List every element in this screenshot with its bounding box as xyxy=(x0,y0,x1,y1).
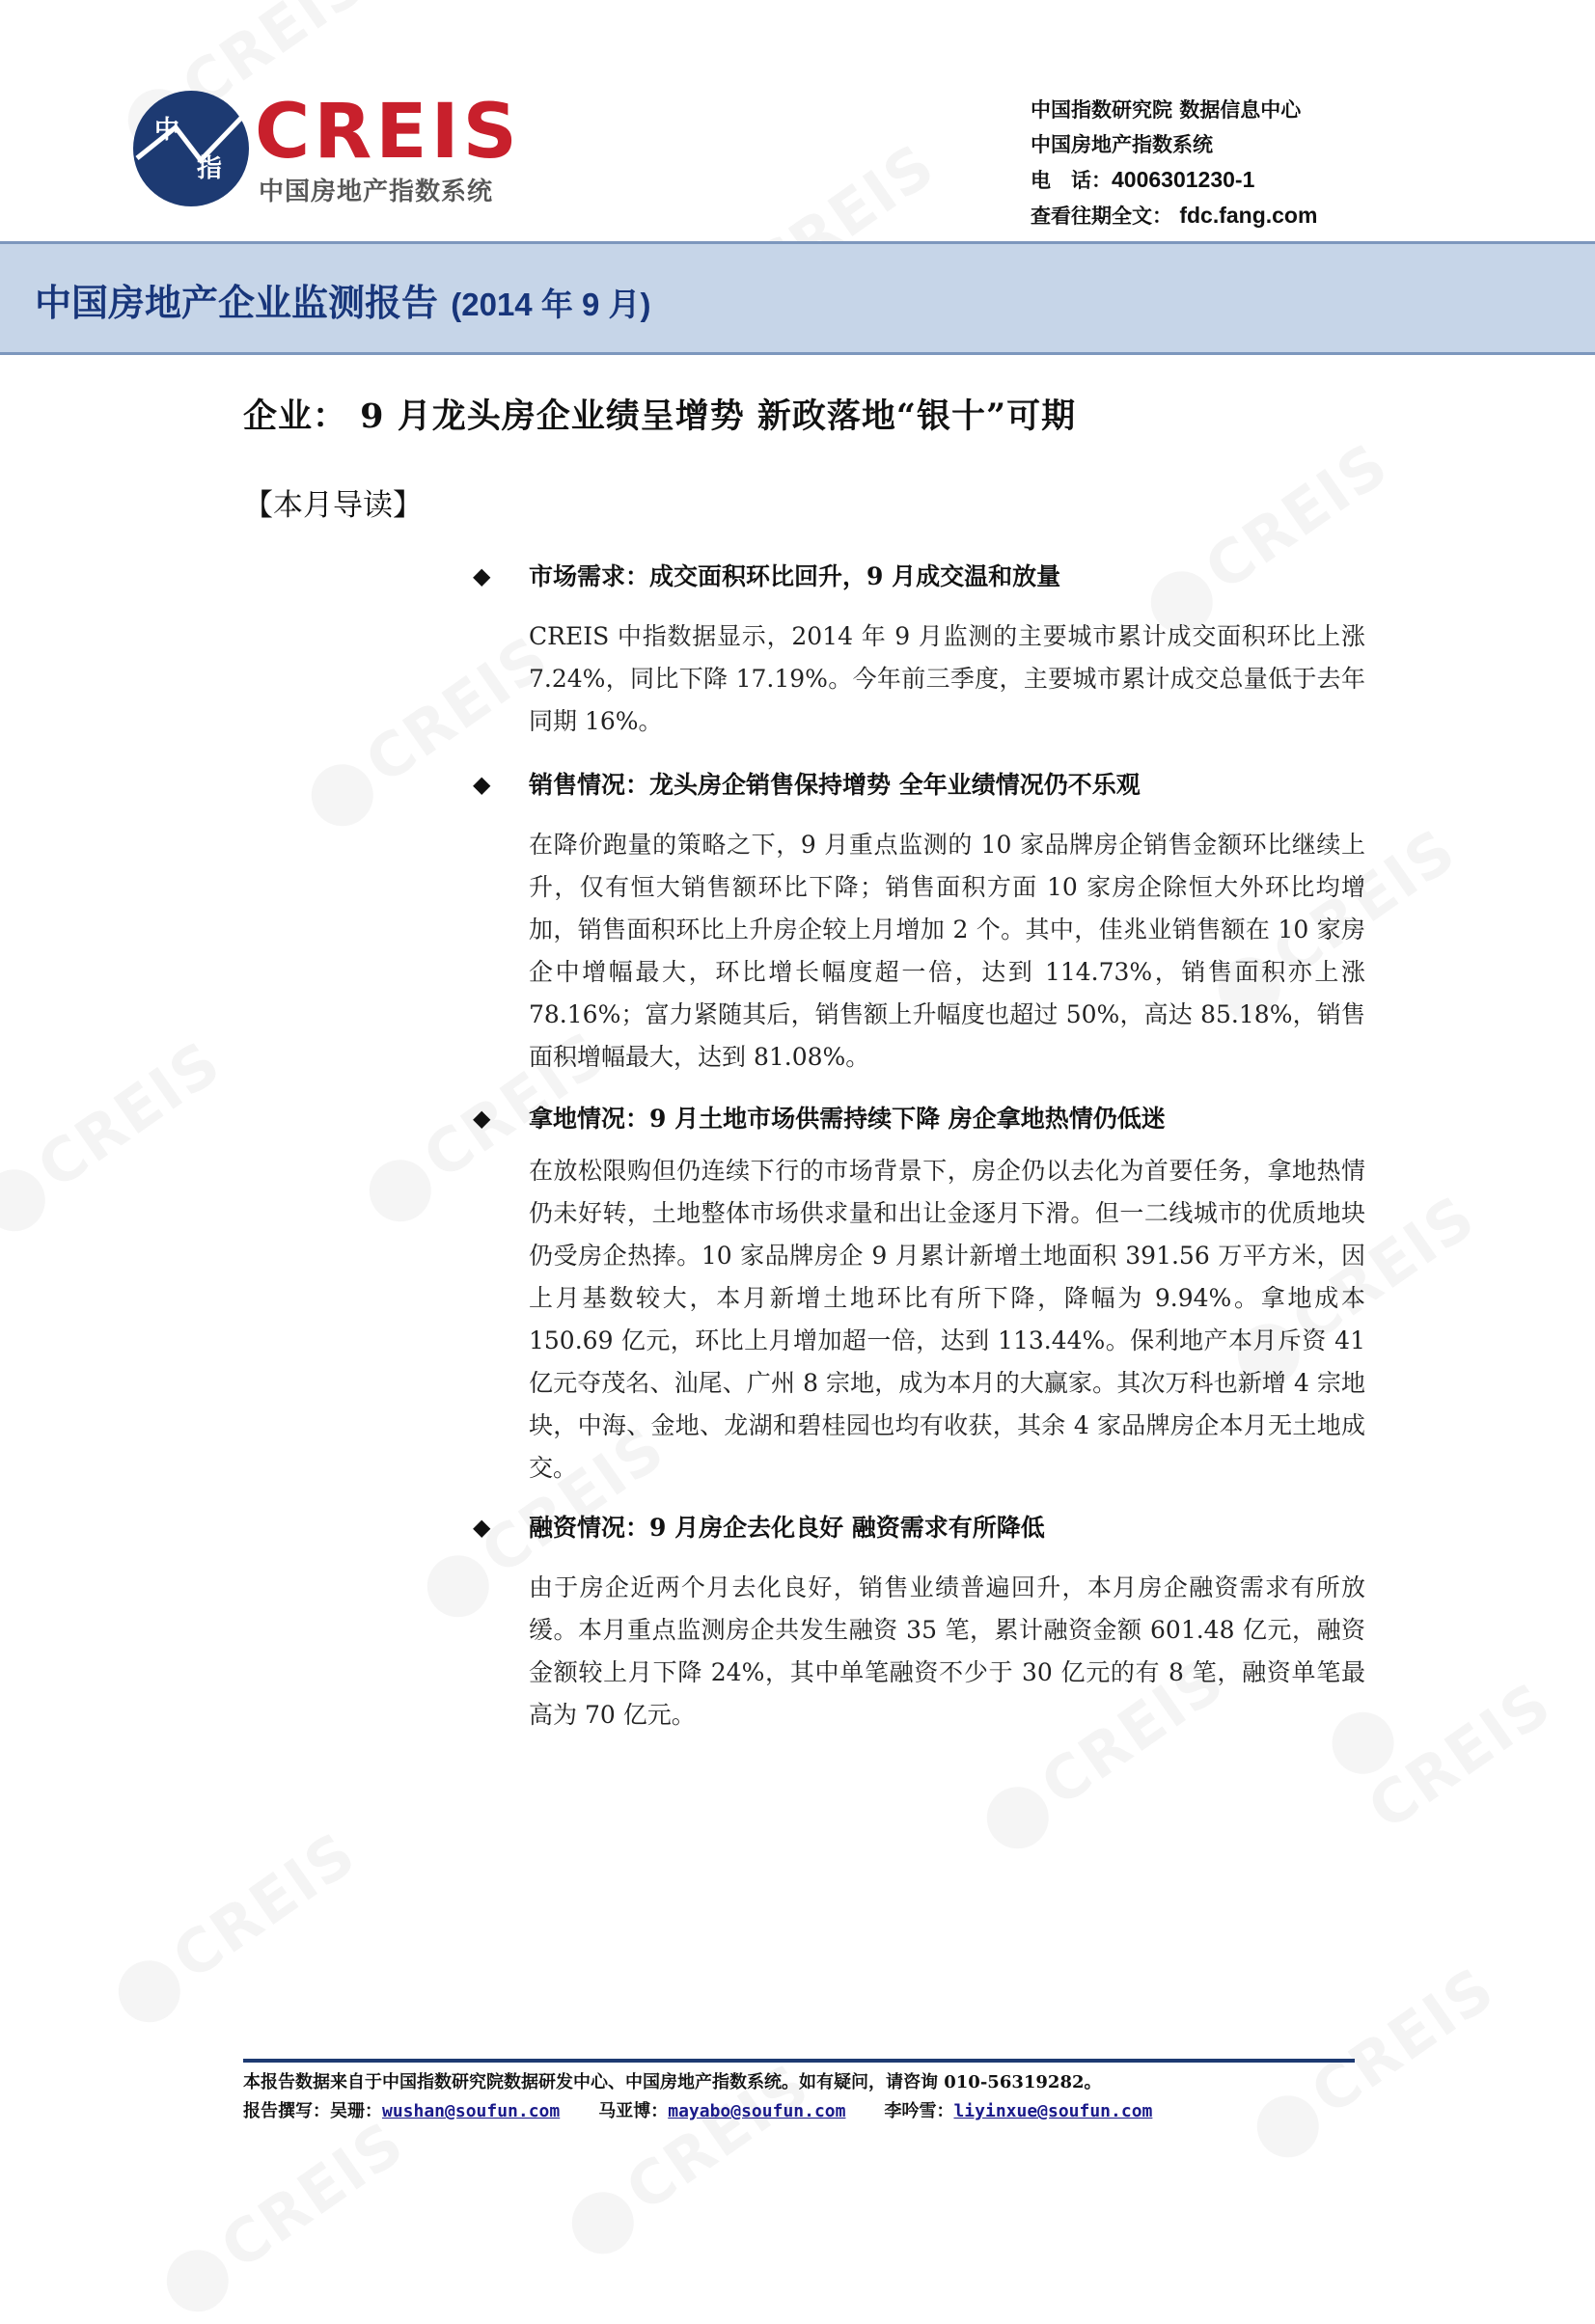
logo-subtitle: 中国房地产指数系统 xyxy=(259,178,494,206)
section-heading xyxy=(473,556,1365,594)
section-body: CREIS 中指数据显示，2014 年 9 月监测的主要城市累计成交面积环比上涨 7.24%，同比下降 17.19%。今年前三季度，主要城市累计成交总量低于去年同期 16%。 xyxy=(529,622,1365,735)
authors-label: 报告撰写： xyxy=(243,2101,330,2121)
logo-mark-char: 中 xyxy=(154,116,180,145)
phone-label: 电 话： xyxy=(1031,168,1112,192)
author-email-link[interactable]: wushan@soufun.com xyxy=(382,2101,561,2121)
archive-label: 查看往期全文： xyxy=(1031,204,1172,228)
section-title: 融资情况：9 月房企去化良好 融资需求有所降低 xyxy=(529,1514,1045,1542)
report-title xyxy=(35,273,651,326)
creis-logo xyxy=(133,91,538,212)
section-body: 由于房企近两个月去化良好，销售业绩普遍回升，本月房企融资需求有所放缓。本月重点监测房企共发生融资 35 笔，累计融资金额 601.48 亿元，融资金额较上月下降 24%，其中单笔融资不少于 30 亿元的有 8 笔，融资单笔最高为 70 亿元。 xyxy=(529,1573,1365,1729)
section-title: 拿地情况：9 月土地市场供需持续下降 房企拿地热情仍低迷 xyxy=(529,1105,1166,1133)
diamond-bullet-icon: ◆ xyxy=(473,1103,491,1132)
section-title: 销售情况：龙头房企销售保持增势 全年业绩情况仍不乐观 xyxy=(529,771,1141,799)
section-sales xyxy=(473,764,1365,1079)
author-email-link[interactable]: liyinxue@soufun.com xyxy=(953,2101,1153,2121)
contact-block xyxy=(1031,93,1317,233)
watermark xyxy=(150,2107,417,2324)
section-body: 在降价跑量的策略之下，9 月重点监测的 10 家品牌房企销售金额环比继续上升，仅有恒大销售额环比下降；销售面积方面 10 家房企除恒大外环比均增加，销售面积环比上升房企较上月增加 2 个。其中，佳兆业销售额在 10 家房企中增幅最大，环比增长幅度超一倍，达到 114.73%，销售面积亦上涨 78.16%；富力紧随其后，销售额上升幅度也超过 50%，高达 85.18%，销售面积增幅最大，达到 81.08%。 xyxy=(529,831,1365,1071)
section-heading xyxy=(473,1507,1365,1545)
diamond-bullet-icon: ◆ xyxy=(473,769,491,798)
contact-org: 中国指数研究院 数据信息中心 xyxy=(1031,97,1302,122)
author-name: 马亚博： xyxy=(598,2101,669,2121)
footer-divider xyxy=(243,2059,1355,2063)
logo-mark-icon xyxy=(133,91,249,206)
logo-mark-line xyxy=(133,91,249,206)
watermark xyxy=(101,1818,369,2035)
contact-system: 中国房地产指数系统 xyxy=(1031,132,1213,156)
report-title-text: 中国房地产企业监测报告 xyxy=(35,281,439,324)
author-name: 李吟雪： xyxy=(884,2101,954,2121)
author-email-link[interactable]: mayabo@soufun.com xyxy=(668,2101,846,2121)
watermark xyxy=(0,1026,234,1244)
section-heading xyxy=(473,764,1365,803)
diamond-bullet-icon: ◆ xyxy=(473,560,491,589)
contact-phone-row xyxy=(1031,162,1317,198)
footer xyxy=(243,2068,1152,2126)
phone-number: 4006301230-1 xyxy=(1112,167,1255,192)
section-title: 市场需求：成交面积环比回升，9 月成交温和放量 xyxy=(529,562,1061,590)
contact-archive-row xyxy=(1031,198,1317,233)
section-body: 在放松限购但仍连续下行的市场背景下，房企仍以去化为首要任务，拿地热情仍未好转，土地整体市场供求量和出让金逐月下滑。但一二线城市的优质地块仍受房企热捧。10 家品牌房企 9 月累计新增土地面积 391.56 万平方米，因上月基数较大，本月新增土地环比有所下降，降幅为 9.94%。拿地成本 150.69 亿元，环比上月增加超一倍，达到 113.44%。保利地产本月斥资 41 亿元夺茂名、汕尾、广州 8 宗地，成为本月的大赢家。其次万科也新增 4 宗地块，中海、金地、龙湖和碧桂园也均有收获，其余 4 家品牌房企本月无土地成交。 xyxy=(529,1157,1365,1482)
logo-mark-char: 指 xyxy=(197,154,223,183)
section-financing xyxy=(473,1507,1365,1736)
report-date: (2014 年 9 月) xyxy=(451,287,651,322)
footer-authors xyxy=(243,2097,1152,2126)
section-market-demand xyxy=(473,556,1365,743)
page-headline: 企业： 9 月龙头房企业绩呈增势 新政落地“银十”可期 xyxy=(243,396,1077,436)
logo-brand: CREIS xyxy=(255,89,521,176)
footer-source-note: 本报告数据来自于中国指数研究院数据研发中心、中国房地产指数系统。如有疑问，请咨询 010-56319282。 xyxy=(243,2072,1102,2092)
section-land xyxy=(473,1098,1365,1490)
title-banner xyxy=(0,241,1595,355)
section-heading xyxy=(473,1098,1365,1136)
archive-link[interactable]: fdc.fang.com xyxy=(1179,203,1318,228)
diamond-bullet-icon: ◆ xyxy=(473,1512,491,1541)
guide-label: 【本月导读】 xyxy=(243,488,423,523)
author-name: 吴珊： xyxy=(330,2101,382,2121)
